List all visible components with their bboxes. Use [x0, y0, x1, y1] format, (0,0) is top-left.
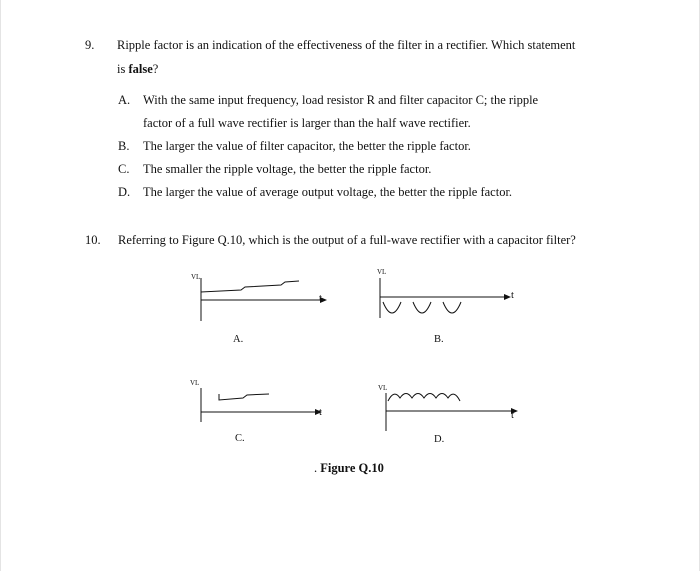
- plot-b-option-label: B.: [434, 334, 444, 345]
- option-c-letter: C.: [118, 162, 130, 176]
- question-9-stem-line2: is false?: [117, 62, 159, 76]
- plot-a-waveform: [191, 270, 331, 325]
- option-b-letter: B.: [118, 139, 130, 153]
- plot-a-option-label: A.: [233, 334, 244, 345]
- plot-b-y-label: VL: [377, 268, 387, 276]
- question-10-number: 10.: [85, 233, 101, 247]
- false-keyword: false: [128, 62, 153, 76]
- option-a-letter: A.: [118, 93, 131, 107]
- option-a-line1: With the same input frequency, load resistor R and filter capacitor C; the ripple: [143, 93, 539, 107]
- plot-b-waveform: [371, 270, 516, 330]
- option-d-letter: D.: [118, 185, 131, 199]
- plot-c-option-label: C.: [235, 433, 245, 444]
- plot-d-y-label: VL: [378, 384, 388, 392]
- question-10-stem: Referring to Figure Q.10, which is the output of a full-wave rectifier with a capacitor filter?: [118, 233, 576, 247]
- question-9-number: 9.: [85, 38, 95, 52]
- question-9-stem-line1: Ripple factor is an indication of the effectiveness of the filter in a rectifier. Which statement: [117, 38, 576, 52]
- plot-a-y-label: VL: [191, 273, 201, 281]
- plot-c-y-label: VL: [190, 379, 200, 387]
- plot-a-t-label: t: [319, 293, 322, 304]
- plot-d-waveform: [376, 385, 521, 435]
- plot-d-t-label: t: [511, 410, 514, 421]
- option-c-text: The smaller the ripple voltage, the better the ripple factor.: [143, 162, 432, 176]
- option-a-line2: factor of a full wave rectifier is larger than the half wave rectifier.: [143, 116, 471, 130]
- option-b-text: The larger the value of filter capacitor, the better the ripple factor.: [143, 139, 471, 153]
- figure-caption: . Figure Q.10: [314, 461, 384, 475]
- plot-c-waveform: [191, 383, 331, 425]
- plot-b-t-label: t: [511, 290, 514, 301]
- option-d-text: The larger the value of average output voltage, the better the ripple factor.: [143, 185, 513, 199]
- plot-d-option-label: D.: [434, 434, 445, 445]
- plot-c-t-label: t: [319, 407, 322, 418]
